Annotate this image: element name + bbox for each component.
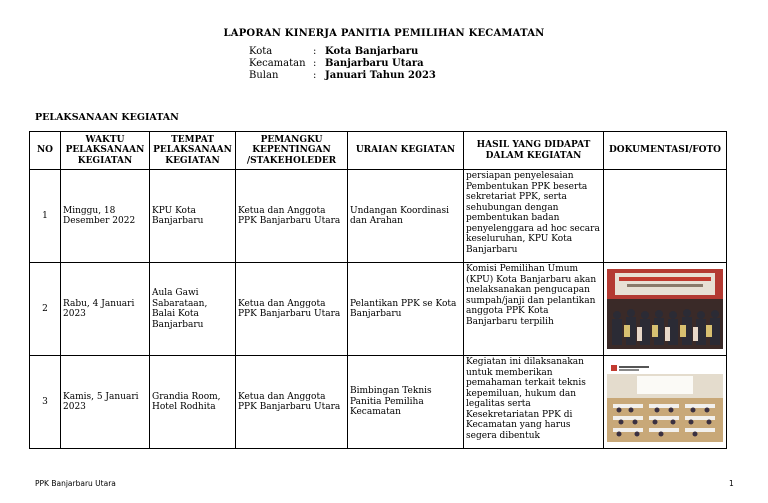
- cell-waktu: Kamis, 5 Januari 2023: [61, 356, 150, 449]
- meta-row-kecamatan: [249, 58, 436, 70]
- page-number: 1: [729, 479, 734, 488]
- table-row: [30, 263, 727, 356]
- meta-value: Kota Banjarbaru: [325, 46, 419, 57]
- cell-no: 2: [30, 263, 61, 356]
- meta-value: Banjarbaru Utara: [325, 58, 424, 69]
- inauguration-photo: [607, 269, 723, 349]
- cell-waktu: Minggu, 18 Desember 2022: [61, 170, 150, 263]
- cell-uraian: Undangan Koordinasi dan Arahan: [348, 170, 464, 263]
- cell-tempat: KPU Kota Banjarbaru: [150, 170, 236, 263]
- cell-hasil: Komisi Pemilihan Umum (KPU) Kota Banjarbaru akan melaksanakan pengucapan sumpah/janji dan pelantikan anggota PPK Kota Banjarbaru terpilih: [464, 263, 604, 356]
- report-title: LAPORAN KINERJA PANITIA PEMILIHAN KECAMATAN: [223, 28, 545, 39]
- meta-colon: :: [313, 58, 317, 69]
- cell-uraian: Bimbingan Teknis Panitia Pemiliha Kecamatan: [348, 356, 464, 449]
- cell-hasil: Kegiatan ini dilaksanakan untuk memberikan pemahaman terkait teknis kepemiluan, hukum dan legalitas serta Kesekretariatan PPK di Kecamatan yang harus segera dibentuk: [464, 356, 604, 449]
- meta-label: Bulan: [249, 70, 279, 81]
- table-row: [30, 170, 727, 263]
- inauguration-photo-image: [607, 269, 723, 349]
- cell-foto: [604, 263, 727, 356]
- cell-no: 1: [30, 170, 61, 263]
- cell-pemangku: Ketua dan Anggota PPK Banjarbaru Utara: [236, 170, 348, 263]
- report-meta: [249, 46, 436, 82]
- cell-uraian: Pelantikan PPK se Kota Banjarbaru: [348, 263, 464, 356]
- cell-foto-empty: [604, 170, 727, 263]
- cell-pemangku: Ketua dan Anggota PPK Banjarbaru Utara: [236, 263, 348, 356]
- section-title: PELAKSANAAN KEGIATAN: [35, 112, 179, 123]
- training-photo-image: [607, 362, 723, 442]
- meta-row-kota: [249, 46, 436, 58]
- activity-table: [29, 131, 727, 449]
- meta-colon: :: [313, 70, 317, 81]
- meta-label: Kota: [249, 46, 273, 57]
- header-pemangku: PEMANGKU KEPENTINGAN /STAKEHOLEDER: [236, 132, 348, 170]
- cell-tempat: Aula Gawi Sabarataan, Balai Kota Banjarbaru: [150, 263, 236, 356]
- meta-value: Januari Tahun 2023: [325, 70, 436, 81]
- cell-tempat: Grandia Room, Hotel Rodhita: [150, 356, 236, 449]
- header-waktu: WAKTU PELAKSANAAN KEGIATAN: [61, 132, 150, 170]
- table-header-row: [30, 132, 727, 170]
- training-photo: [607, 362, 723, 442]
- header-dokumentasi: DOKUMENTASI/FOTO: [604, 132, 727, 170]
- cell-foto: [604, 356, 727, 449]
- meta-label: Kecamatan: [249, 58, 306, 69]
- header-tempat: TEMPAT PELAKSANAAN KEGIATAN: [150, 132, 236, 170]
- meta-colon: :: [313, 46, 317, 57]
- footer-org: PPK Banjarbaru Utara: [35, 479, 116, 488]
- header-uraian: URAIAN KEGIATAN: [348, 132, 464, 170]
- meta-row-bulan: [249, 70, 436, 82]
- cell-no: 3: [30, 356, 61, 449]
- cell-hasil: persiapan penyelesaian Pembentukan PPK beserta sekretariat PPK, serta sehubungan dengan pembentukan badan penyelenggara ad hoc secara keseluruhan, KPU Kota Banjarbaru: [464, 170, 604, 263]
- cell-pemangku: Ketua dan Anggota PPK Banjarbaru Utara: [236, 356, 348, 449]
- table-row: [30, 356, 727, 449]
- cell-waktu: Rabu, 4 Januari 2023: [61, 263, 150, 356]
- header-hasil: HASIL YANG DIDAPAT DALAM KEGIATAN: [464, 132, 604, 170]
- header-no: NO: [30, 132, 61, 170]
